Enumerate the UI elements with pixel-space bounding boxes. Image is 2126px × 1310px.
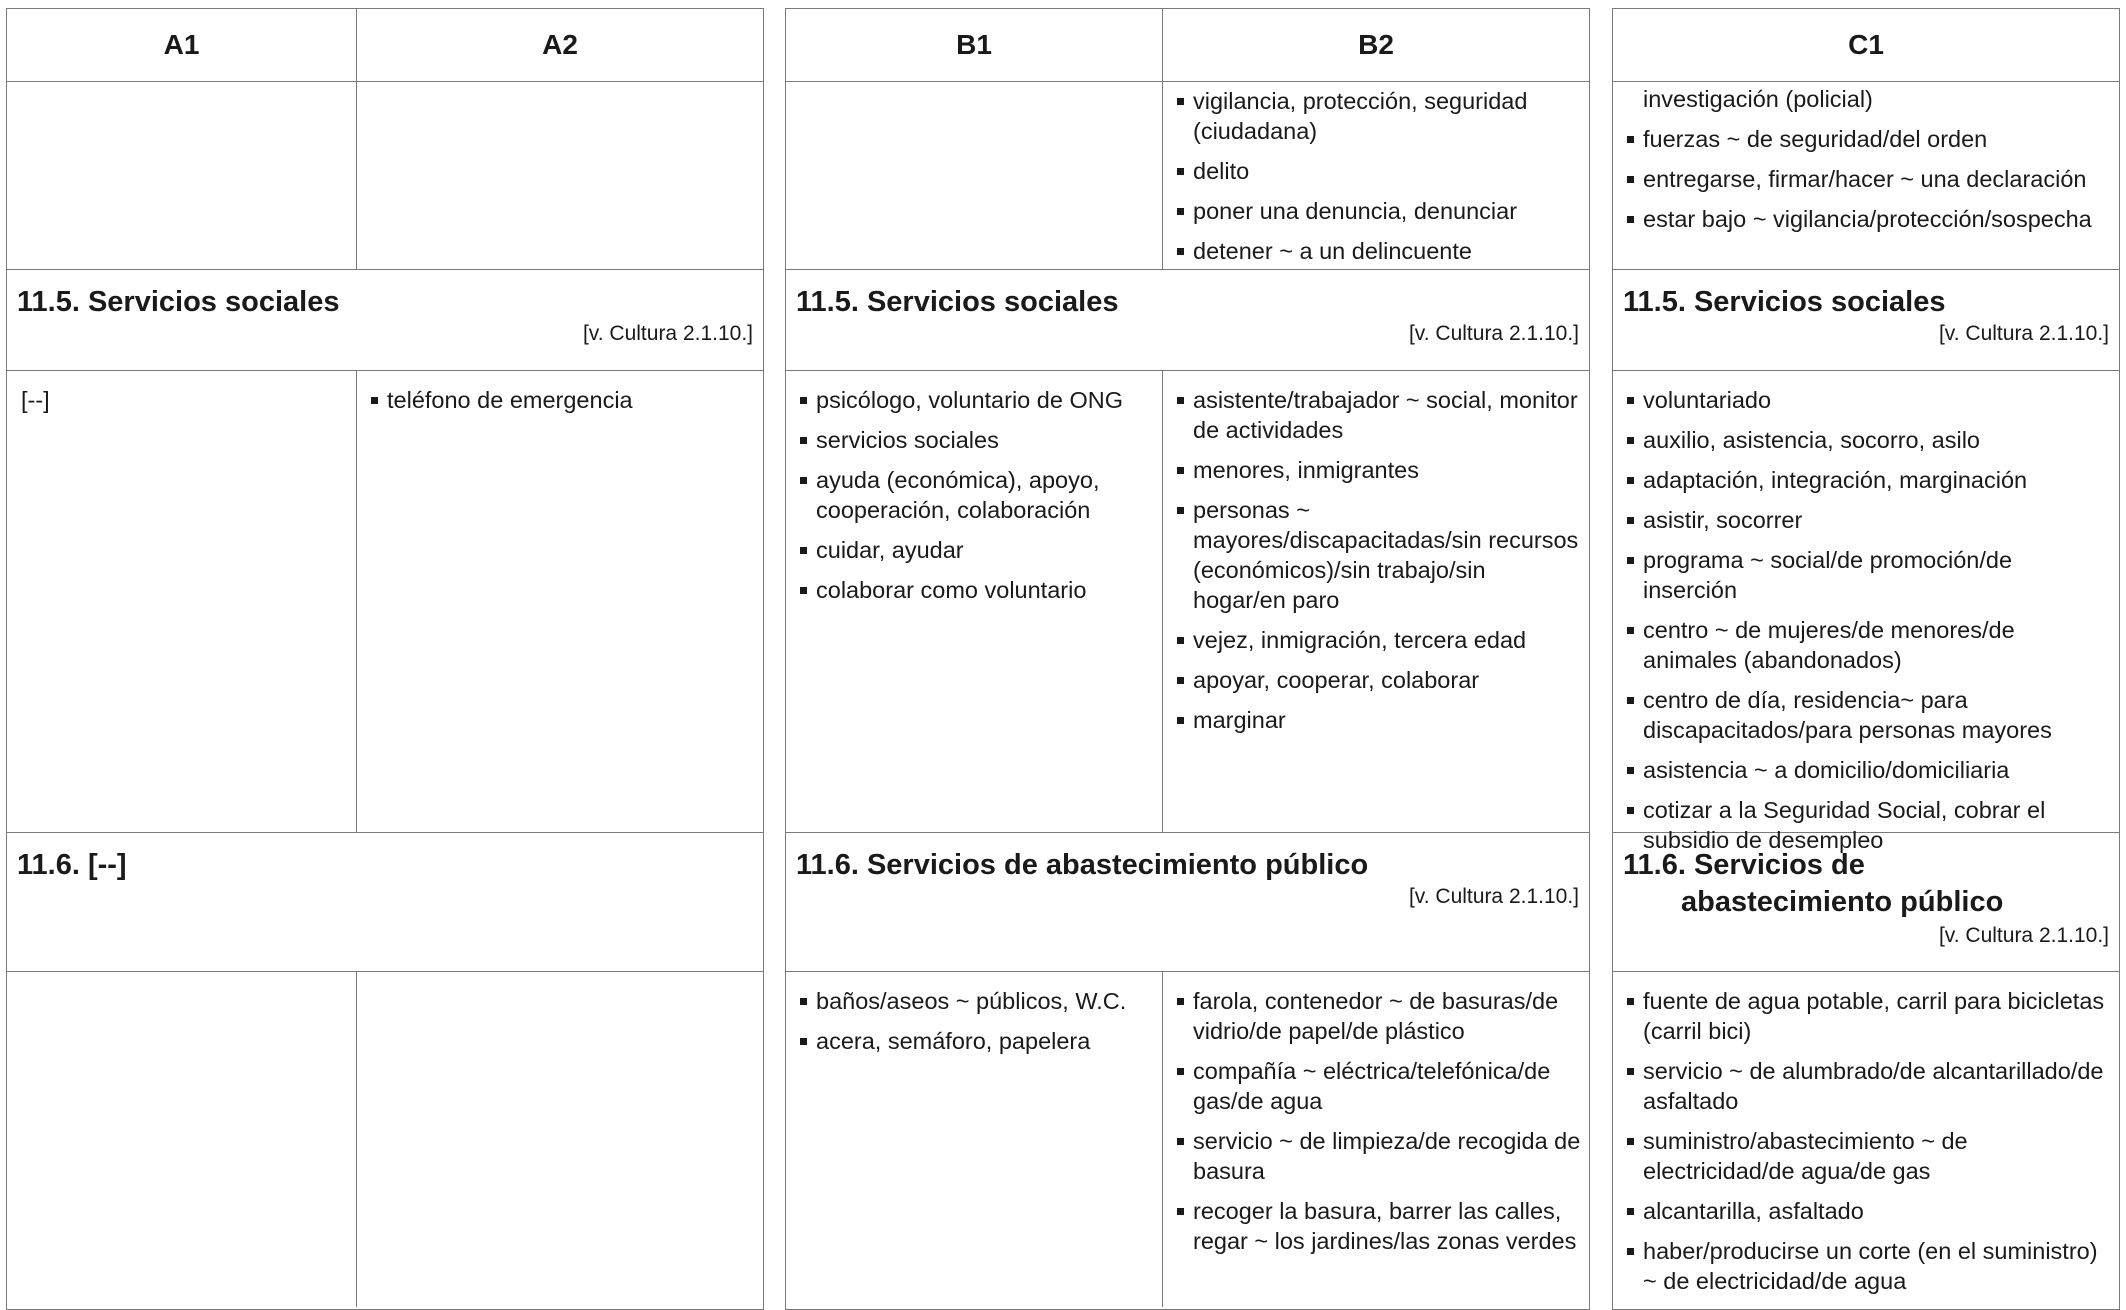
list-item: baños/aseos ~ públicos, W.C. <box>800 986 1154 1016</box>
list-item: cotizar a la Seguridad Social, cobrar el subsidio de desempleo <box>1627 795 2111 855</box>
level-header-a1: A1 <box>7 9 356 82</box>
list-item: programa ~ social/de promoción/de inserción <box>1627 545 2111 605</box>
b2-11-6-cell <box>1162 972 1589 1307</box>
b2-11-5-list <box>1163 371 1589 735</box>
list-item: detener ~ a un delincuente <box>1177 236 1581 266</box>
a2-11-6-cell <box>356 972 763 1307</box>
list-item: colaborar como voluntario <box>800 575 1154 605</box>
list-item: suministro/abastecimiento ~ de electricidad/de agua/de gas <box>1627 1126 2111 1186</box>
a1-11-6-cell <box>7 972 356 1307</box>
list-item: farola, contenedor ~ de basuras/de vidrio/de papel/de plástico <box>1177 986 1581 1046</box>
b1-11-6-list <box>786 972 1162 1056</box>
section-11-6-header-a <box>7 833 763 972</box>
b1-11-6-cell <box>786 972 1162 1307</box>
c1-11-6-cell <box>1613 972 2119 1307</box>
list-item: centro ~ de mujeres/de menores/de animales (abandonados) <box>1627 615 2111 675</box>
list-item: fuerzas ~ de seguridad/del orden <box>1627 124 2111 154</box>
list-item: fuente de agua potable, carril para bicicletas (carril bici) <box>1627 986 2111 1046</box>
b1-11-5-list <box>786 371 1162 605</box>
a2-11-5-list <box>357 371 763 415</box>
list-item: servicio ~ de alumbrado/de alcantarillado/de asfaltado <box>1627 1056 2111 1116</box>
section-11-6-header-b <box>786 833 1589 972</box>
section-11-5-header-a <box>7 270 763 371</box>
b2-11-6-list <box>1163 972 1589 1256</box>
list-item: recoger la basura, barrer las calles, regar ~ los jardines/las zonas verdes <box>1177 1196 1581 1256</box>
list-item: delito <box>1177 156 1581 186</box>
list-item: estar bajo ~ vigilancia/protección/sospecha <box>1627 204 2111 234</box>
c1-top-cell <box>1613 82 2119 270</box>
c1-11-6-list <box>1613 972 2119 1296</box>
list-item: asistencia ~ a domicilio/domiciliaria <box>1627 755 2111 785</box>
section-11-5-header-c <box>1613 270 2119 371</box>
list-item: entregarse, firmar/hacer ~ una declaración <box>1627 164 2111 194</box>
section-title: 11.6. Servicios de abastecimiento público <box>796 849 1369 881</box>
list-item: asistir, socorrer <box>1627 505 2111 535</box>
section-reference: [v. Cultura 2.1.10.] <box>1938 924 2109 947</box>
list-item: ayuda (económica), apoyo, cooperación, colaboración <box>800 465 1154 525</box>
level-header-b2: B2 <box>1162 9 1589 82</box>
c1-11-5-cell <box>1613 371 2119 853</box>
list-item: personas ~ mayores/discapacitadas/sin recursos (económicos)/sin trabajo/sin hogar/en paro <box>1177 495 1581 615</box>
b1-top-cell <box>786 82 1162 270</box>
b2-top-cell <box>1162 82 1589 270</box>
b2-top-list <box>1163 82 1589 266</box>
list-item-continuation: investigación (policial) <box>1643 86 1873 112</box>
list-item: asistente/trabajador ~ social, monitor de actividades <box>1177 385 1581 445</box>
list-item: marginar <box>1177 705 1581 735</box>
list-item: compañía ~ eléctrica/telefónica/de gas/de agua <box>1177 1056 1581 1116</box>
list-item: vejez, inmigración, tercera edad <box>1177 625 1581 655</box>
list-item: cuidar, ayudar <box>800 535 1154 565</box>
section-title: 11.5. Servicios sociales <box>17 286 340 318</box>
list-item: servicios sociales <box>800 425 1154 455</box>
section-reference: [v. Cultura 2.1.10.] <box>1938 322 2109 345</box>
list-item: menores, inmigrantes <box>1177 455 1581 485</box>
panel-c1 <box>1612 8 2120 1310</box>
section-reference: [v. Cultura 2.1.10.] <box>1408 885 1579 908</box>
a2-top-cell <box>356 82 763 270</box>
list-item: haber/producirse un corte (en el suministro) ~ de electricidad/de agua <box>1627 1236 2111 1296</box>
list-item: auxilio, asistencia, socorro, asilo <box>1627 425 2111 455</box>
c1-top-list <box>1613 82 2119 234</box>
list-item: teléfono de emergencia <box>371 385 755 415</box>
panel-a1-a2 <box>6 8 764 1310</box>
list-item: vigilancia, protección, seguridad (ciudadana) <box>1177 86 1581 146</box>
c1-11-5-list <box>1613 371 2119 855</box>
list-item: apoyar, cooperar, colaborar <box>1177 665 1581 695</box>
section-11-5-header-b <box>786 270 1589 371</box>
list-item: centro de día, residencia~ para discapacitados/para personas mayores <box>1627 685 2111 745</box>
level-header-c1: C1 <box>1613 9 2119 82</box>
section-reference: [v. Cultura 2.1.10.] <box>582 322 753 345</box>
level-header-a2: A2 <box>356 9 763 82</box>
list-item: acera, semáforo, papelera <box>800 1026 1154 1056</box>
a1-top-cell <box>7 82 356 270</box>
section-reference: [v. Cultura 2.1.10.] <box>1408 322 1579 345</box>
list-item: poner una denuncia, denunciar <box>1177 196 1581 226</box>
a2-11-5-cell <box>356 371 763 833</box>
section-11-6-header-c <box>1613 833 2119 972</box>
section-title: 11.6. [--] <box>17 849 127 881</box>
list-item: psicólogo, voluntario de ONG <box>800 385 1154 415</box>
empty-marker: [--] <box>21 387 50 413</box>
list-item: servicio ~ de limpieza/de recogida de basura <box>1177 1126 1581 1186</box>
section-title: 11.5. Servicios sociales <box>1623 286 1946 318</box>
section-title: 11.5. Servicios sociales <box>796 286 1119 318</box>
b1-11-5-cell <box>786 371 1162 833</box>
list-item: voluntariado <box>1627 385 2111 415</box>
a1-11-5-cell <box>7 371 356 833</box>
section-title: 11.6. Servicios de abastecimiento público <box>1623 849 2004 918</box>
b2-11-5-cell <box>1162 371 1589 833</box>
list-item: adaptación, integración, marginación <box>1627 465 2111 495</box>
panel-b1-b2 <box>785 8 1590 1310</box>
level-header-b1: B1 <box>786 9 1162 82</box>
list-item: alcantarilla, asfaltado <box>1627 1196 2111 1226</box>
